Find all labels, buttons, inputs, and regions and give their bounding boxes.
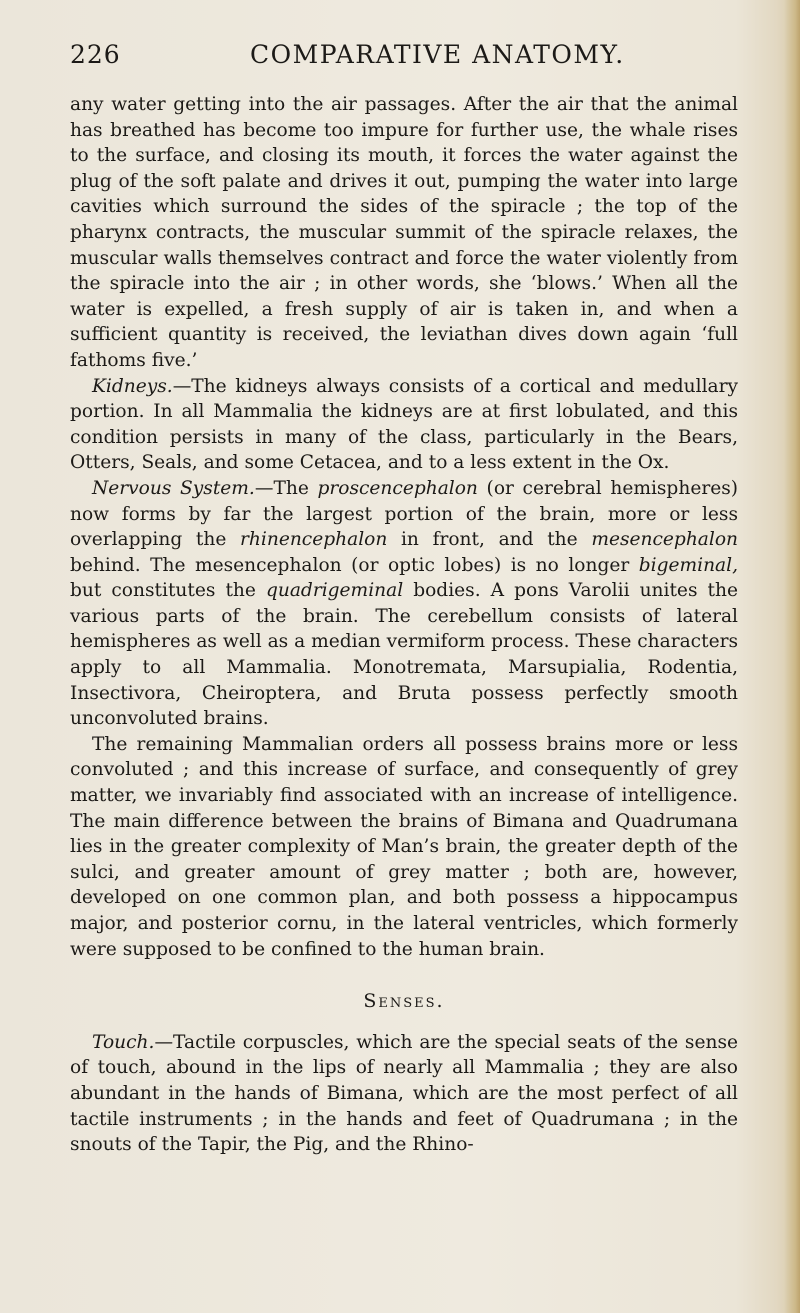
paragraph-touch xyxy=(70,1030,738,1158)
nervous-system-heading: Nervous System. xyxy=(92,477,255,499)
page-edge xyxy=(784,0,800,1313)
section-heading-senses: Senses. xyxy=(363,990,445,1013)
term-rhinencephalon: rhinencephalon xyxy=(240,529,388,551)
nervous-text-2: (or cerebral hemispheres) now forms by far the largest portion of the brain, more or less overlapping the xyxy=(70,477,739,551)
paragraph-nervous-system xyxy=(70,476,738,732)
paragraph-kidneys xyxy=(70,374,738,476)
nervous-text-4: behind. The mesencephalon (or optic lobes) is no longer xyxy=(70,554,639,576)
nervous-text-3: in front, and the xyxy=(387,529,592,551)
kidneys-heading: Kidneys. xyxy=(92,375,173,397)
nervous-text-1: —The xyxy=(254,477,318,499)
paragraph-convoluted-brains: The remaining Mammalian orders all possess brains more or less convoluted ; and this increase of surface, and consequently of grey matter, we invariably find associated with an increase of intelligence. The main difference between the brains of Bimana and Quadrumana lies in the greater complexity of Man’s brain, the greater depth of the sulci, and greater amount of grey matter ; both are, however, developed on one common plan, and both possess a hippocampus major, and posterior cornu, in the lateral ventricles, which formerly were supposed to be confined to the human brain. xyxy=(70,733,738,960)
nervous-text-6: bodies. A pons Varolii unites the various parts of the brain. The cerebellum consists of lateral hemispheres as well as a median vermiform process. These characters apply to all Mammalia. Monotremata, Marsupialia, Rodentia, Insectivora, Cheiroptera, and Bruta possess perfectly smooth unconvoluted brains. xyxy=(70,580,738,730)
page-number: 226 xyxy=(70,40,121,69)
paragraph-whale-breathing: any water getting into the air passages. After the air that the animal has breathed has become too impure for further use, the whale rises to the surface, and closing its mouth, it forces the water against the plug of the soft palate and drives it out, pumping the water into large cavities which surround the sides of the spiracle ; the top of the pharynx contracts, the muscular summit of the spiracle relaxes, the muscular walls themselves contract and force the water violently from the spiracle into the air ; in other words, she ‘blows.’ When all the water is expelled, a fresh supply of air is taken in, and when a sufficient quantity is received, the leviathan dives down again ‘full fathoms five.’ xyxy=(70,94,738,371)
term-proscencephalon: proscencephalon xyxy=(317,477,478,499)
page-header xyxy=(70,40,760,72)
page-body xyxy=(70,92,738,1158)
nervous-text-5: but constitutes the xyxy=(70,580,266,602)
running-head: COMPARATIVE ANATOMY. xyxy=(250,40,625,69)
kidneys-text: —The kidneys always consists of a cortical and medullary portion. In all Mammalia the kidneys are at first lobulated, and this condition persists in many of the class, particularly in the Bears, Otters, Seals, and some Cetacea, and to a less extent in the Ox. xyxy=(70,375,738,474)
term-quadrigeminal: quadrigeminal xyxy=(265,580,404,602)
term-bigeminal: bigeminal, xyxy=(638,554,738,576)
touch-heading: Touch. xyxy=(92,1031,155,1053)
term-mesencephalon: mesencephalon xyxy=(591,529,738,551)
touch-text: —Tactile corpuscles, which are the special seats of the sense of touch, abound in the lips of nearly all Mammalia ; they are also abundant in the hands of Bimana, which are the most perfect of all tactile instruments ; in the hands and feet of Quadrumana ; in the snouts of the Tapir, the Pig, and the Rhino- xyxy=(70,1031,738,1156)
